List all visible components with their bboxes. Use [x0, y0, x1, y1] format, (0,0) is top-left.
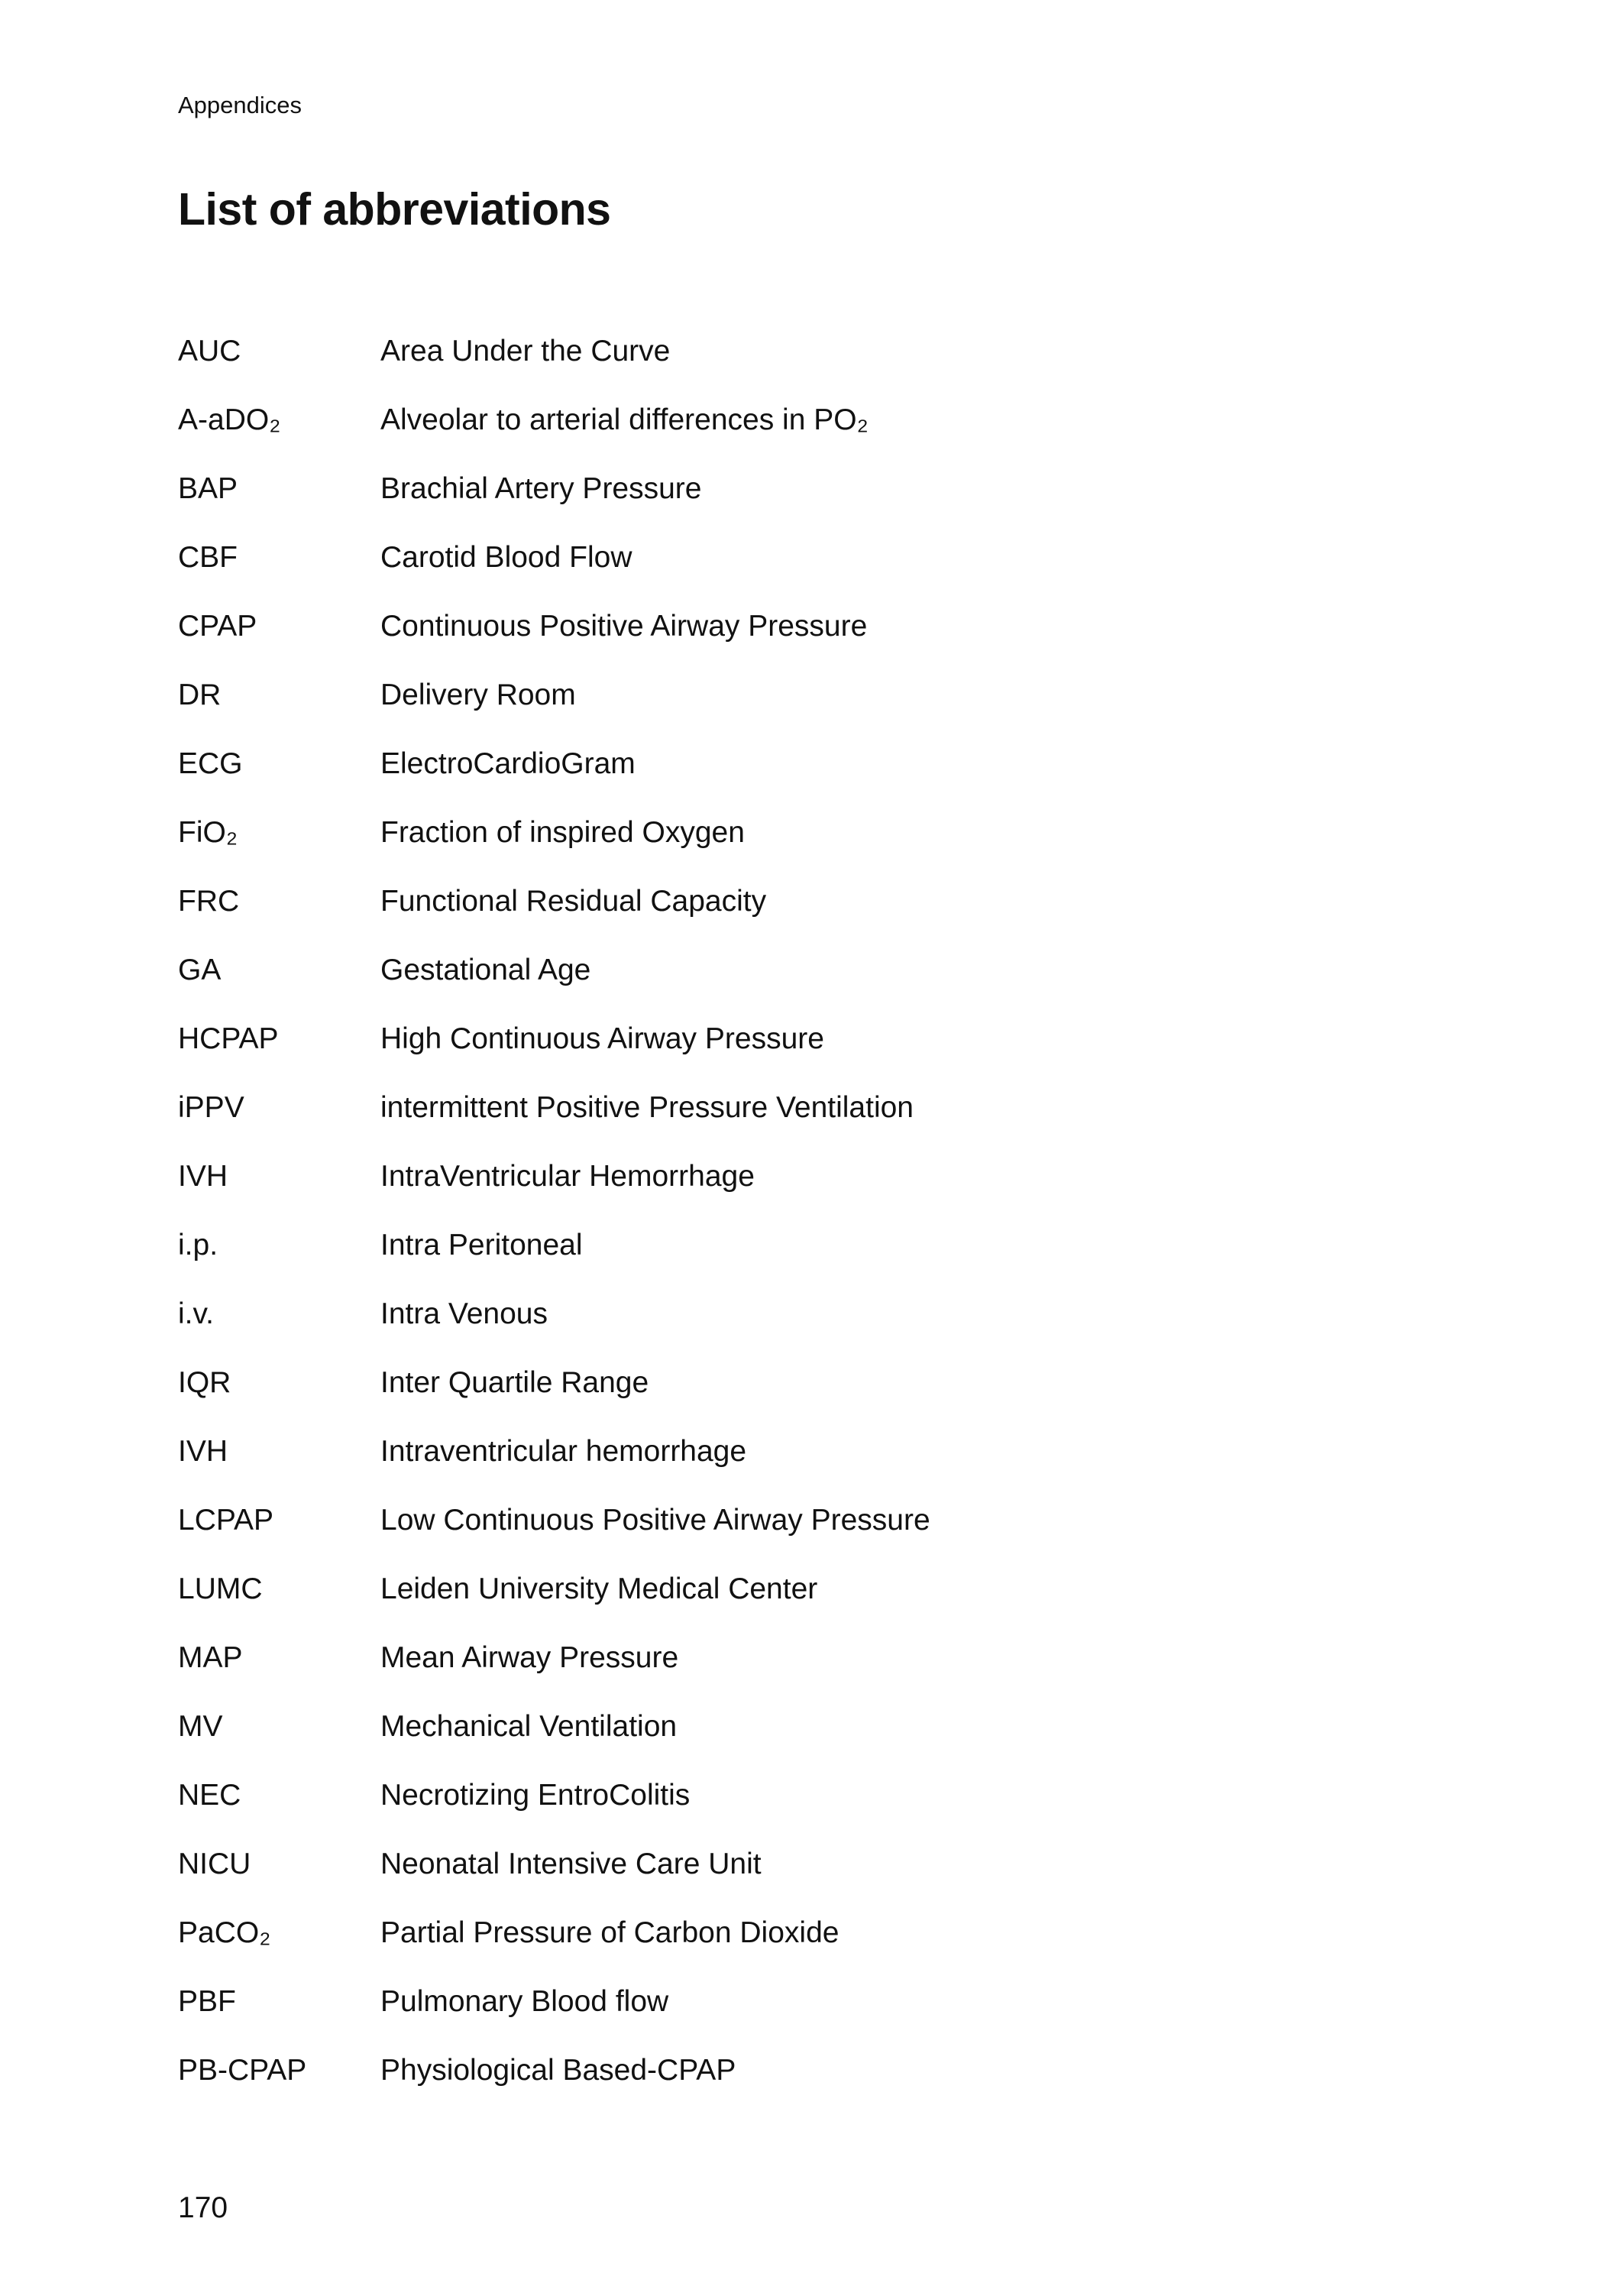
abbreviation-row	[178, 1498, 1400, 1566]
abbreviation-definition: Inter Quartile Range	[380, 1366, 649, 1399]
abbreviation-definition: Pulmonary Blood flow	[380, 1985, 669, 2018]
abbreviation-row	[178, 1154, 1400, 1223]
abbreviation-definition: Carotid Blood Flow	[380, 541, 632, 574]
abbreviation-term: NEC	[178, 1779, 241, 1812]
abbreviation-row	[178, 1360, 1400, 1429]
abbreviation-row	[178, 1635, 1400, 1704]
abbreviation-term: FRC	[178, 885, 240, 918]
abbreviation-definition: ElectroCardioGram	[380, 747, 636, 780]
abbreviation-term: MV	[178, 1710, 223, 1743]
abbreviation-row	[178, 1085, 1400, 1154]
abbreviation-term: PaCO₂	[178, 1916, 271, 1949]
abbreviation-term: NICU	[178, 1848, 251, 1880]
abbreviation-definition: Alveolar to arterial differences in PO₂	[380, 403, 869, 436]
abbreviation-term: FiO₂	[178, 816, 238, 849]
abbreviation-row	[178, 466, 1400, 535]
abbreviation-row	[178, 1704, 1400, 1773]
abbreviation-definition: Intraventricular hemorrhage	[380, 1435, 747, 1468]
abbreviation-definition: Functional Residual Capacity	[380, 885, 767, 918]
abbreviation-row	[178, 810, 1400, 879]
abbreviation-term: A-aDO₂	[178, 403, 281, 436]
abbreviation-row	[178, 1429, 1400, 1498]
abbreviation-row	[178, 1016, 1400, 1085]
abbreviation-row	[178, 1566, 1400, 1635]
abbreviation-definition: Brachial Artery Pressure	[380, 472, 702, 505]
abbreviation-term: CBF	[178, 541, 238, 574]
abbreviation-row	[178, 1773, 1400, 1841]
abbreviation-definition: Delivery Room	[380, 679, 576, 711]
abbreviation-definition: Mechanical Ventilation	[380, 1710, 678, 1743]
abbreviation-row	[178, 329, 1400, 397]
abbreviation-term: IVH	[178, 1160, 228, 1193]
abbreviation-definition: High Continuous Airway Pressure	[380, 1022, 824, 1055]
abbreviation-definition: Fraction of inspired Oxygen	[380, 816, 745, 849]
abbreviation-term: GA	[178, 954, 222, 986]
abbreviation-term: CPAP	[178, 610, 257, 643]
running-header: Appendices	[178, 92, 302, 118]
abbreviation-definition: Mean Airway Pressure	[380, 1641, 679, 1674]
abbreviation-row	[178, 604, 1400, 672]
abbreviation-row	[178, 1291, 1400, 1360]
abbreviation-term: i.p.	[178, 1229, 218, 1261]
abbreviation-row	[178, 397, 1400, 466]
abbreviation-row	[178, 1979, 1400, 2048]
abbreviation-row	[178, 879, 1400, 947]
abbreviation-definition: Gestational Age	[380, 954, 591, 986]
abbreviation-row	[178, 1841, 1400, 1910]
abbreviation-definition: Intra Peritoneal	[380, 1229, 583, 1261]
abbreviation-row	[178, 1910, 1400, 1979]
abbreviation-row	[178, 741, 1400, 810]
abbreviation-definition: intermittent Positive Pressure Ventilation	[380, 1091, 914, 1124]
abbreviation-definition: Partial Pressure of Carbon Dioxide	[380, 1916, 839, 1949]
abbreviation-definition: Necrotizing EntroColitis	[380, 1779, 691, 1812]
abbreviation-definition: Physiological Based-CPAP	[380, 2054, 736, 2087]
abbreviation-term: iPPV	[178, 1091, 244, 1124]
abbreviation-definition: Neonatal Intensive Care Unit	[380, 1848, 762, 1880]
abbreviation-term: i.v.	[178, 1297, 214, 1330]
abbreviation-row	[178, 2048, 1400, 2116]
abbreviation-term: IQR	[178, 1366, 231, 1399]
abbreviation-definition: Intra Venous	[380, 1297, 548, 1330]
abbreviation-row	[178, 535, 1400, 604]
abbreviation-definition: Area Under the Curve	[380, 335, 671, 368]
page-title: List of abbreviations	[178, 184, 611, 235]
abbreviation-row	[178, 947, 1400, 1016]
abbreviation-row	[178, 1223, 1400, 1291]
abbreviation-term: IVH	[178, 1435, 228, 1468]
abbreviation-term: AUC	[178, 335, 241, 368]
page-number: 170	[178, 2191, 228, 2224]
abbreviation-term: LUMC	[178, 1572, 263, 1605]
abbreviation-definition: IntraVentricular Hemorrhage	[380, 1160, 755, 1193]
abbreviation-list	[178, 329, 1400, 2116]
abbreviation-term: BAP	[178, 472, 238, 505]
abbreviation-term: MAP	[178, 1641, 243, 1674]
abbreviation-term: PBF	[178, 1985, 236, 2018]
abbreviation-term: HCPAP	[178, 1022, 279, 1055]
abbreviation-definition: Continuous Positive Airway Pressure	[380, 610, 868, 643]
abbreviation-row	[178, 672, 1400, 741]
abbreviation-definition: Low Continuous Positive Airway Pressure	[380, 1504, 930, 1537]
abbreviation-term: ECG	[178, 747, 243, 780]
abbreviation-term: PB-CPAP	[178, 2054, 307, 2087]
abbreviation-term: LCPAP	[178, 1504, 273, 1537]
abbreviation-definition: Leiden University Medical Center	[380, 1572, 818, 1605]
abbreviation-term: DR	[178, 679, 222, 711]
